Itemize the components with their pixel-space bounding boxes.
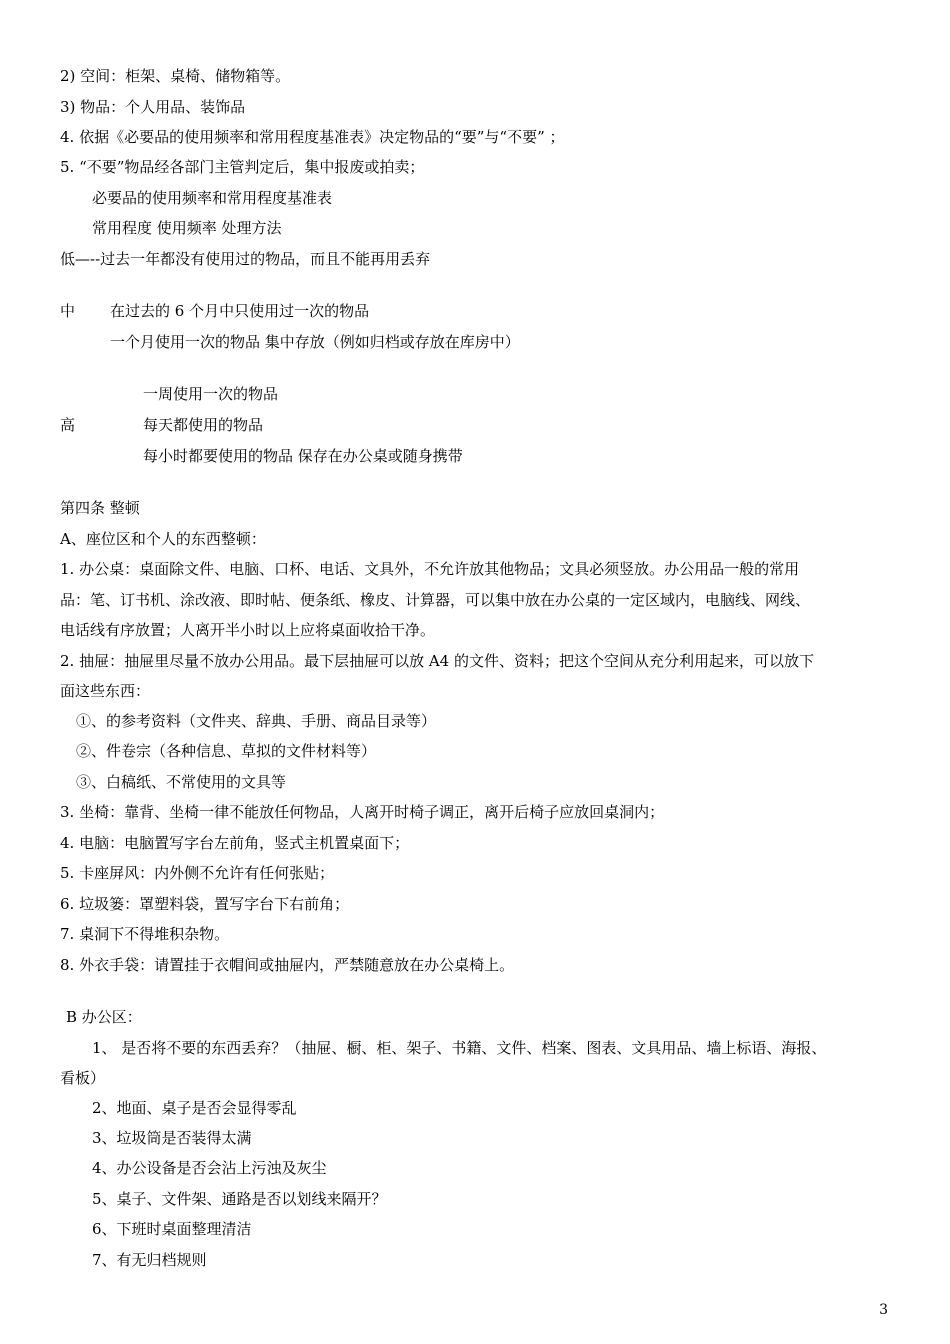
level-label-high: 高 (60, 416, 76, 434)
list-item: 1、 是否将不要的东西丢弃？（抽屉、橱、柜、架子、书籍、文件、档案、图表、文具用品、墙上标语、海报、 (92, 1039, 827, 1057)
text-line: 每小时都要使用的物品 保存在办公桌或随身携带 (143, 447, 463, 465)
text-line: 5. 卡座屏风：内外侧不允许有任何张贴； (60, 864, 335, 882)
text-line: 电话线有序放置；人离开半小时以上应将桌面收拾干净。 (60, 621, 436, 639)
text-line: 2. 抽屉：抽屉里尽量不放办公用品。最下层抽屉可以放 A4 的文件、资料；把这个空间从充分利用起来，可以放下 (60, 652, 814, 670)
subsection-heading: B 办公区： (66, 1008, 142, 1026)
page-number: 3 (879, 1302, 888, 1318)
text-line: 3. 坐椅：靠背、坐椅一律不能放任何物品，人离开时椅子调正，离开后椅子应放回桌洞内； (60, 803, 665, 821)
text-line: 2) 空间：柜架、桌椅、储物箱等。 (60, 67, 291, 85)
list-item: 7、有无归档规则 (92, 1251, 207, 1269)
text-line: 8. 外衣手袋：请置挂于衣帽间或抽屉内，严禁随意放在办公桌椅上。 (60, 956, 515, 974)
section-heading: 第四条 整顿 (60, 499, 140, 517)
text-line: 4. 依据《必要品的使用频率和常用程度基准表》决定物品的“要”与“不要” ； (60, 128, 565, 146)
text-line: 低—--过去一年都没有使用过的物品，而且不能再用丢弃 (60, 250, 431, 268)
list-item: ③、白稿纸、不常使用的文具等 (76, 773, 287, 791)
text-line: 1. 办公桌：桌面除文件、电脑、口杯、电话、文具外，不允许放其他物品；文具必须竖放。办公用品一般的常用 (60, 560, 800, 578)
list-item: 5、桌子、文件架、通路是否以划线来隔开？ (92, 1190, 387, 1208)
list-item: 2、地面、桌子是否会显得零乱 (92, 1099, 297, 1117)
text-line: 看板） (60, 1069, 106, 1087)
table-header: 常用程度 使用频率 处理方法 (92, 219, 282, 237)
text-line: 一个月使用一次的物品 集中存放（例如归档或存放在库房中） (110, 333, 520, 351)
list-item: 4、办公设备是否会沾上污浊及灰尘 (92, 1159, 327, 1177)
table-title: 必要品的使用频率和常用程度基准表 (92, 189, 333, 207)
subsection-heading: A、座位区和个人的东西整顿： (60, 530, 266, 548)
text-line: 面这些东西： (60, 682, 151, 700)
level-label-medium: 中 (60, 302, 76, 320)
list-item: ②、件卷宗（各种信息、草拟的文件材料等） (76, 742, 377, 760)
text-line: 在过去的 6 个月中只使用过一次的物品 (110, 302, 370, 320)
text-line: 3) 物品：个人用品、装饰品 (60, 98, 246, 116)
list-item: 3、垃圾筒是否装得太满 (92, 1129, 252, 1147)
list-item: 6、下班时桌面整理清洁 (92, 1220, 252, 1238)
text-line: 品：笔、订书机、涂改液、即时帖、便条纸、橡皮、计算器，可以集中放在办公桌的一定区域内，电脑线、网线、 (60, 591, 811, 609)
text-line: 每天都使用的物品 (143, 416, 264, 434)
text-line: 5. “不要”物品经各部门主管判定后，集中报废或拍卖； (60, 158, 425, 176)
text-line: 一周使用一次的物品 (143, 385, 279, 403)
list-item: ①、的参考资料（文件夹、辞典、手册、商品目录等） (76, 712, 437, 730)
text-line: 6. 垃圾篓：罩塑料袋，置写字台下右前角； (60, 895, 350, 913)
text-line: 7. 桌洞下不得堆积杂物。 (60, 925, 230, 943)
text-line: 4. 电脑：电脑置写字台左前角，竖式主机置桌面下； (60, 834, 410, 852)
